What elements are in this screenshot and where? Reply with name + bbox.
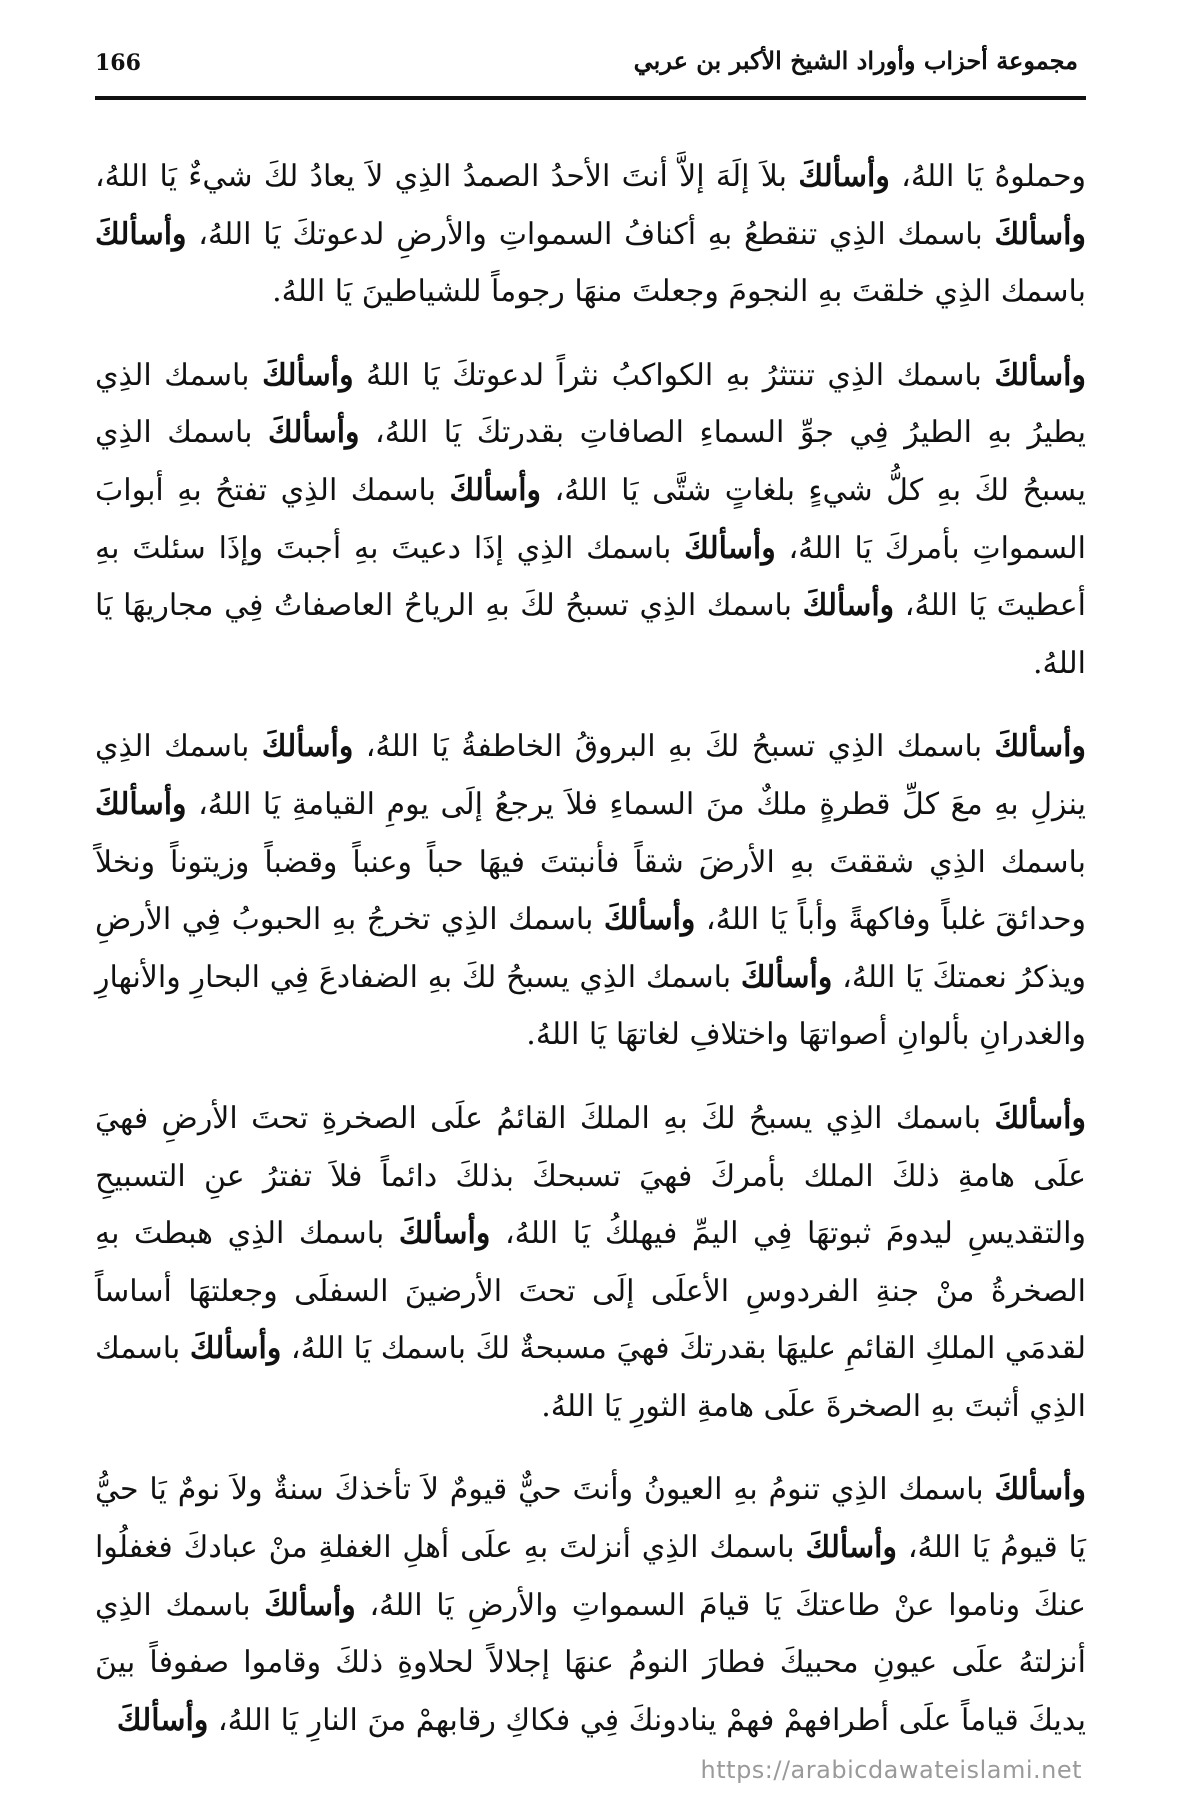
paragraph-text: باسمك الذِي يطيرُ بهِ الطيرُ فِي جوِّ السماءِ الصافاتِ بقدرتكَ يَا اللهُ، bbox=[95, 357, 1087, 451]
keyword-text: وأسألكَ bbox=[264, 1587, 356, 1623]
body-text bbox=[95, 148, 1086, 1775]
keyword-text: وأسألكَ bbox=[994, 357, 1086, 393]
keyword-text: وأسألكَ bbox=[116, 1702, 209, 1738]
paragraph-text: باسمك الذِي تسبحُ لكَ بهِ البروقُ الخاطفةُ يَا اللهُ، bbox=[353, 729, 995, 765]
keyword-text: وأسألكَ bbox=[398, 1216, 491, 1252]
keyword-text: وأسألكَ bbox=[268, 415, 360, 451]
keyword-text: وأسألكَ bbox=[261, 729, 354, 765]
paragraph-text: باسمك الذِي تنومُ بهِ العيونُ وأنتَ حيٌّ قيومٌ لاَ تأخذكَ سنةٌ ولاَ نومٌ يَا حيُّ يَا قيومُ يَا اللهُ، bbox=[95, 1472, 1087, 1566]
paragraph-text: باسمك الذِي يسبحُ لكَ بهِ كلُّ شيءٍ بلغاتٍ شتَّى يَا اللهُ، bbox=[95, 415, 1086, 508]
keyword-text: وأسألكَ bbox=[994, 216, 1086, 252]
paragraph bbox=[95, 1461, 1086, 1749]
paragraph-text: بلاَ إلَهَ إلاَّ أنتَ الأحدُ الصمدُ الذِي لاَ يعادُ لكَ شيءٌ يَا اللهُ، bbox=[95, 159, 799, 194]
keyword-text: وأسألكَ bbox=[798, 159, 890, 194]
paragraph-text: باسمك الذِي شققتَ بهِ الأرضَ شقاً فأنبتتَ فيهَا حباً وعنباً وقضباً وزيتوناً ونخلاً وحدائقَ غلباً وفاكهةً وأباً يَا اللهُ، bbox=[95, 844, 1086, 938]
keyword-text: وأسألكَ bbox=[449, 472, 542, 508]
paragraph-text: باسمك الذِي ينزلِ بهِ معَ كلِّ قطرةٍ ملكٌ منَ السماءِ فلاَ يرجعُ إلَى يومِ القيامةِ يَا اللهُ، bbox=[95, 729, 1086, 822]
keyword-text: وأسألكَ bbox=[262, 357, 354, 393]
paragraph-text: باسمك الذِي يسبحُ لكَ بهِ الملكَ القائمُ علَى الصخرةِ تحتَ الأرضِ فهيَ علَى هامةِ ذلكَ الملك بأمركَ فهيَ تسبحكَ بذلكَ دائماً فلاَ تفترُ عنِ التسبيحِ والتقديسِ ليدومَ ثبوتهَا فِي اليمِّ فيهلكُ يَا اللهُ، bbox=[95, 1100, 1086, 1252]
running-title: مجموعة أحزاب وأوراد الشيخ الأكبر بن عربي bbox=[633, 46, 1078, 75]
watermark-url: https://arabicdawateislami.net bbox=[700, 1756, 1082, 1784]
paragraph-text: وحملوهُ يَا اللهُ، bbox=[889, 159, 1087, 194]
paragraph-text: باسمك الذِي تنقطعُ بهِ أكنافُ السمواتِ والأرضِ لدعوتكَ يَا اللهُ، bbox=[186, 216, 995, 252]
paragraph-text: باسمك الذِي يسبحُ لكَ بهِ الضفادعَ فِي البحارِ والأنهارِ والغدرانِ بألوانِ أصواتهَا واختلافِ لغاتهَا يَا اللهُ. bbox=[95, 959, 1086, 1053]
paragraph-text: باسمك الذِي تخرجُ بهِ الحبوبُ فِي الأرضِ ويذكرُ نعمتكَ يَا اللهُ، bbox=[95, 902, 1087, 995]
paragraph-text: باسمك الذِي أثبتَ بهِ الصخرةَ علَى هامةِ الثورِ يَا اللهُ. bbox=[95, 1331, 1086, 1424]
keyword-text: وأسألكَ bbox=[994, 1100, 1086, 1136]
paragraph-text: باسمك الذِي أنزلتَ بهِ علَى أهلِ الغفلةِ منْ عبادكَ فغفلُوا عنكَ وناموا عنْ طاعتكَ يَا قيامَ السمواتِ والأرضِ يَا اللهُ، bbox=[95, 1530, 1087, 1623]
keyword-text: وأسألكَ bbox=[603, 902, 696, 938]
paragraph-text: باسمك الذِي خلقتَ بهِ النجومَ وجعلتَ منهَا رجوماً للشياطينَ يَا اللهُ. bbox=[272, 274, 1086, 310]
paragraph bbox=[95, 347, 1086, 693]
keyword-text: وأسألكَ bbox=[95, 786, 187, 822]
keyword-text: وأسألكَ bbox=[189, 1331, 282, 1367]
paragraph-text: باسمك الذِي أنزلتهُ علَى عيونِ محبيكَ فطارَ النومُ عنهَا إجلالاً لحلاوةِ ذلكَ وقاموا صفوفاً بينَ يديكَ قياماً علَى أطرافهمْ فهمْ ينادونكَ فِي فكاكِ رقابهمْ منَ النارِ يَا اللهُ، bbox=[95, 1587, 1086, 1738]
keyword-text: وأسألكَ bbox=[994, 729, 1086, 765]
keyword-text: وأسألكَ bbox=[684, 530, 776, 566]
paragraph-text: باسمك الذِي تسبحُ لكَ بهِ الرياحُ العاصفاتُ فِي مجاريهَا يَا اللهُ. bbox=[95, 588, 1086, 681]
paragraph-text: باسمك الذِي هبطتَ بهِ الصخرةُ منْ جنةِ الفردوسِ الأعلَى إلَى تحتَ الأرضينَ السفلَى وجعلتهَا أساساً لقدمَي الملكِ القائمِ عليهَا بقدرتكَ فهيَ مسبحةٌ لكَ باسمك يَا اللهُ، bbox=[95, 1216, 1086, 1367]
paragraph-text: باسمك الذِي تنتثرُ بهِ الكواكبُ نثراً لدعوتكَ يَا اللهُ bbox=[353, 357, 995, 393]
paragraph-text: باسمك الذِي إذَا دعيتَ بهِ أجبتَ وإذَا سئلتَ بهِ أعطيتَ يَا اللهُ، bbox=[95, 530, 1086, 624]
paragraph bbox=[95, 1090, 1086, 1436]
page-number: 166 bbox=[95, 50, 141, 76]
keyword-text: وأسألكَ bbox=[805, 1530, 897, 1566]
keyword-text: وأسألكَ bbox=[994, 1472, 1086, 1508]
paragraph-text: باسمك الذِي تفتحُ بهِ أبوابَ السمواتِ بأمركَ يَا اللهُ، bbox=[95, 472, 1086, 566]
paragraph bbox=[95, 148, 1086, 321]
paragraph bbox=[95, 718, 1086, 1064]
keyword-text: وأسألكَ bbox=[95, 216, 187, 252]
keyword-text: وأسألكَ bbox=[740, 959, 833, 995]
page-header bbox=[95, 44, 1086, 100]
keyword-text: وأسألكَ bbox=[802, 588, 895, 624]
